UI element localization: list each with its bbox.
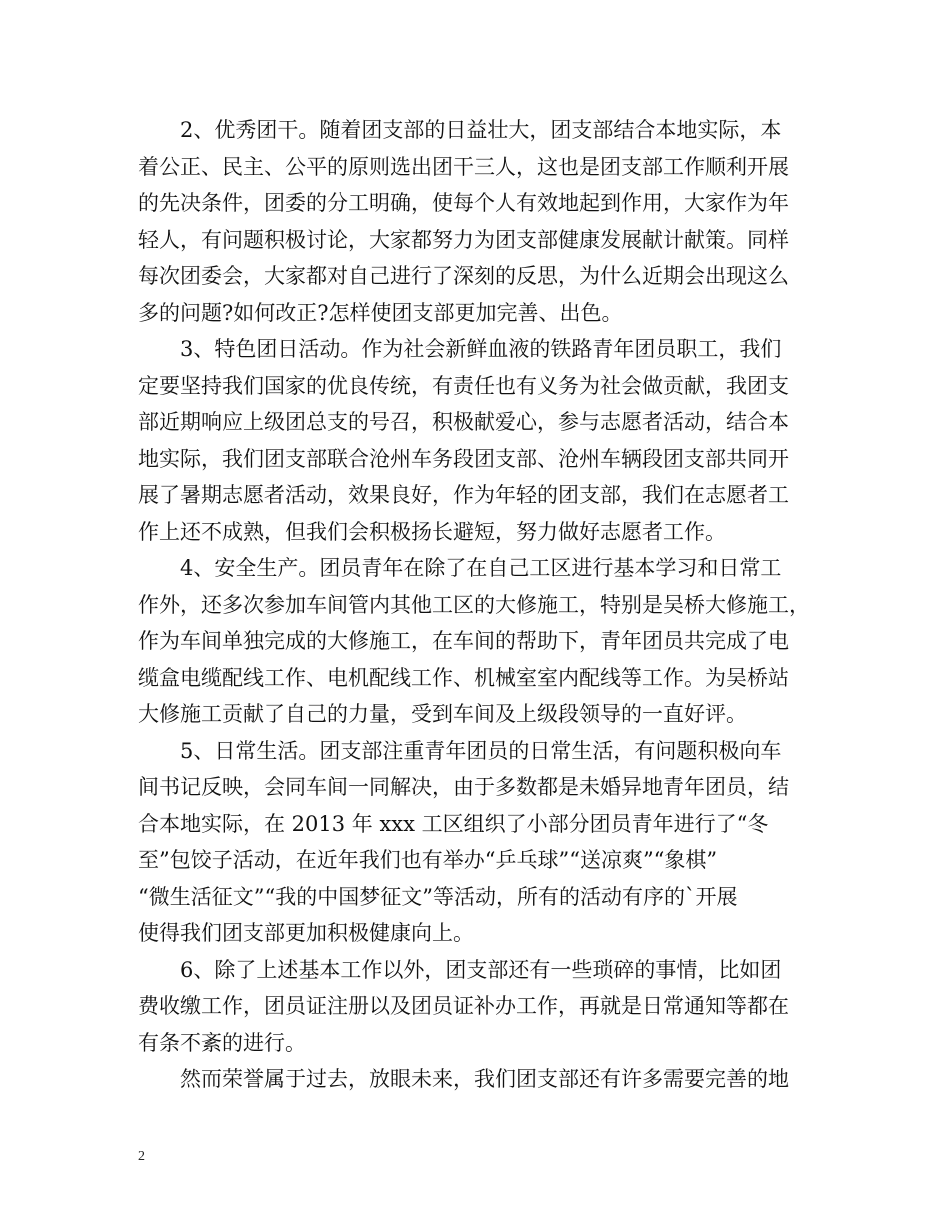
paragraph-future-outlook: 然而荣誉属于过去，放眼未来，我们团支部还有许多需要完善的地 — [180, 1067, 789, 1091]
paragraph-other-work: 6、除了上述基本工作以外，团支部还有一些琐碎的事情，比如团 费收缴工作，团员证注册以及团员证补办工作，再就是日常通知等都在 有条不紊的进行。 — [138, 957, 789, 1055]
paragraph-daily-life: 5、日常生活。团支部注重青年团员的日常生活，有问题积极向车 间书记反映，会同车间一同解决，由于多数都是未婚异地青年团员，结 合本地实际，在 2013 年 xxx 工区组织了小部分团员青年进行了“冬 至”包饺子活动，在近年我们也有举办“乒乓球”“送凉爽”“象棋” “微生活征文”“我的中国梦征文”等活动，所有的活动有序的`开展 使得我们团支部更加积极健康向上。 — [138, 738, 789, 945]
paragraph-league-day-activities: 3、特色团日活动。作为社会新鲜血液的铁路青年团员职工，我们 定要坚持我们国家的优良传统，有责任也有义务为社会做贡献，我团支 部近期响应上级团总支的号召，积极献爱心，参与志愿者活动，结合本 地实际，我们团支部联合沧州车务段团支部、沧州车辆段团支部共同开 展了暑期志愿者活动，效果良好，作为年轻的团支部，我们在志愿者工 作上还不成熟，但我们会积极扬长避短，努力做好志愿者工作。 — [138, 337, 789, 544]
page-number: 2 — [138, 1149, 145, 1164]
document-body — [138, 112, 818, 1098]
paragraph-safety-production: 4、安全生产。团员青年在除了在自己工区进行基本学习和日常工 作外，还多次参加车间管内其他工区的大修施工，特别是吴桥大修施工， 作为车间单独完成的大修施工，在车间的帮助下，青年团员共完成了电 缆盒电缆配线工作、电机配线工作、机械室室内配线等工作。为吴桥站 大修施工贡献了自己的力量，受到车间及上级段领导的一直好评。 — [138, 556, 810, 726]
paragraph-outstanding-cadres: 2、优秀团干。随着团支部的日益壮大，团支部结合本地实际，本 着公正、民主、公平的原则选出团干三人，这也是团支部工作顺利开展 的先决条件，团委的分工明确，使每个人有效地起到作用，大家作为年 轻人，有问题积极讨论，大家都努力为团支部健康发展献计献策。同样 每次团委会，大家都对自己进行了深刻的反思，为什么近期会出现这么 多的问题?如何改正?怎样使团支部更加完善、出色。 — [138, 118, 789, 325]
